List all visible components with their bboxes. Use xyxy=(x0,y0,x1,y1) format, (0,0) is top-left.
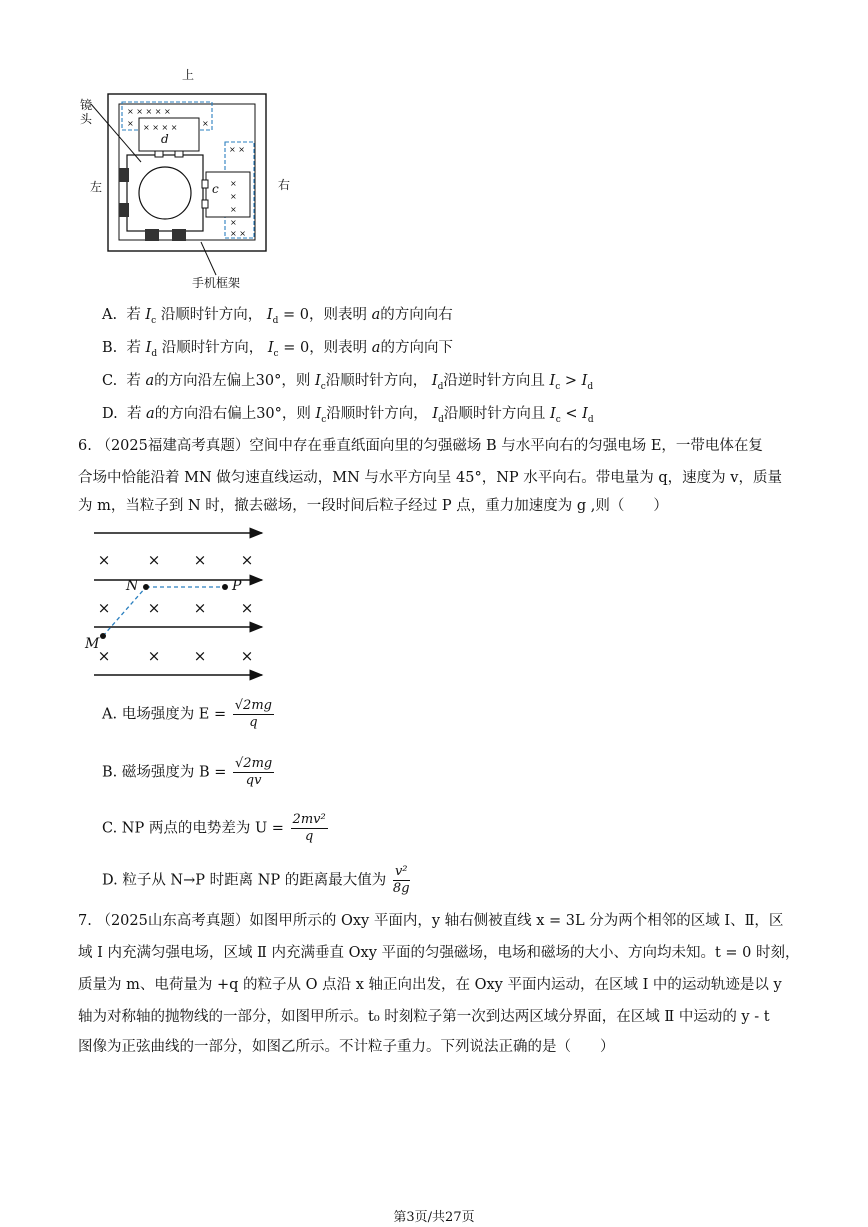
fig1-label-d: d xyxy=(161,132,169,146)
q5-option-a: A. 若 $I_c$ 沿顺时针方向， $I_d = 0$，则表明 a的方向向右 xyxy=(102,307,453,326)
q6-option-b: B. 磁场强度为 B = $\frac{√2mg}{qv}$ xyxy=(102,756,273,788)
q5-option-d: D. 若 a的方向沿右偏上30°，则 $I_c$沿顺时针方向， $I_d$沿顺时针方向且 $I_c < I_d$ xyxy=(102,406,594,425)
svg-text:× × × ×: × × × × xyxy=(143,123,178,132)
svg-text:×: × xyxy=(240,599,254,617)
q5-option-c: C. 若 a的方向沿左偏上30°，则 $I_c$沿顺时针方向， $I_d$沿逆时针方向且 $I_c > I_d$ xyxy=(102,373,594,392)
fig2-label-n: N xyxy=(126,578,139,594)
q7-line-3: 质量为 m、电荷量为 +q 的粒子从 O 点沿 x 轴正向出发，在 Oxy 平面内运动，在区域 Ⅰ 中的运动轨迹是以 y xyxy=(78,977,782,993)
svg-text:×: × xyxy=(127,119,134,128)
q7-line-5: 图像为正弦曲线的一部分，如图乙所示。不计粒子重力。下列说法正确的是（ ） xyxy=(78,1039,615,1055)
svg-text:×: × xyxy=(240,551,254,569)
svg-text:×: × xyxy=(97,551,111,569)
fig1-label-right: 右 xyxy=(278,178,291,192)
q6-option-d: D. 粒子从 N→P 时距离 NP 的距离最大值为 $\frac{\text{v²}}{8g}$ xyxy=(102,864,410,896)
fig1-label-lens-1: 镜 xyxy=(80,98,93,112)
q7-line-4: 轴为对称轴的抛物线的一部分，如图甲所示。t₀ 时刻粒子第一次到达两区域分界面，在区域 Ⅱ 中运动的 y - t xyxy=(78,1009,770,1025)
q6-line-2: 合场中恰能沿着 MN 做匀速直线运动，MN 与水平方向呈 45°，NP 水平向右。带电量为 q，速度为 v，质量 xyxy=(78,470,782,486)
svg-text:×: × xyxy=(230,192,237,201)
fig2-label-m: M xyxy=(85,636,100,652)
fig1-label-top: 上 xyxy=(182,68,195,82)
svg-text:×: × xyxy=(147,647,161,665)
q7-line-1: 7. （2025山东高考真题）如图甲所示的 Oxy 平面内，y 轴右侧被直线 x = 3L 分为两个相邻的区域 Ⅰ、Ⅱ，区 xyxy=(78,913,784,929)
svg-text:× ×: × × xyxy=(230,229,246,238)
svg-text:×: × xyxy=(230,218,237,227)
field-diagram xyxy=(80,525,270,685)
phone-frame-figure xyxy=(75,60,285,292)
svg-text:×: × xyxy=(193,551,207,569)
fig1-label-frame: 手机框架 xyxy=(192,276,241,290)
svg-text:×: × xyxy=(193,647,207,665)
q6-option-c: C. NP 两点的电势差为 U = $\frac{\text{2mv²}}{q}$ xyxy=(102,812,326,844)
q6-line-3: 为 m，当粒子到 N 时，撤去磁场，一段时间后粒子经过 P 点，重力加速度为 g ,则（ ） xyxy=(78,498,668,514)
fig1-label-left: 左 xyxy=(90,180,103,194)
q7-line-2: 域 Ⅰ 内充满匀强电场，区域 Ⅱ 内充满垂直 Oxy 平面的匀强磁场，电场和磁场的大小、方向均未知。t = 0 时刻， xyxy=(78,945,800,961)
svg-text:×: × xyxy=(147,599,161,617)
svg-text:× × × × ×: × × × × × xyxy=(127,107,171,116)
svg-text:×: × xyxy=(147,551,161,569)
svg-text:×: × xyxy=(97,599,111,617)
svg-text:×: × xyxy=(97,647,111,665)
q5-option-b: B. 若 $I_d$ 沿顺时针方向， $I_c = 0$，则表明 a的方向向下 xyxy=(102,340,453,359)
fig1-label-c: c xyxy=(212,182,219,196)
fig1-label-lens-2: 头 xyxy=(80,112,93,126)
fig2-label-p: P xyxy=(232,578,242,594)
svg-text:× ×: × × xyxy=(229,145,245,154)
page-footer: 第3页/共27页 xyxy=(393,1210,475,1225)
svg-text:×: × xyxy=(240,647,254,665)
svg-text:×: × xyxy=(193,599,207,617)
svg-text:×: × xyxy=(202,119,209,128)
q6-option-a: A. 电场强度为 E = $\frac{√2mg}{q}$ xyxy=(102,698,272,730)
svg-text:×: × xyxy=(230,205,237,214)
svg-text:×: × xyxy=(230,179,237,188)
q6-line-1: 6. （2025福建高考真题）空间中存在垂直纸面向里的匀强磁场 B 与水平向右的匀强电场 E，一带电体在复 xyxy=(78,438,763,454)
